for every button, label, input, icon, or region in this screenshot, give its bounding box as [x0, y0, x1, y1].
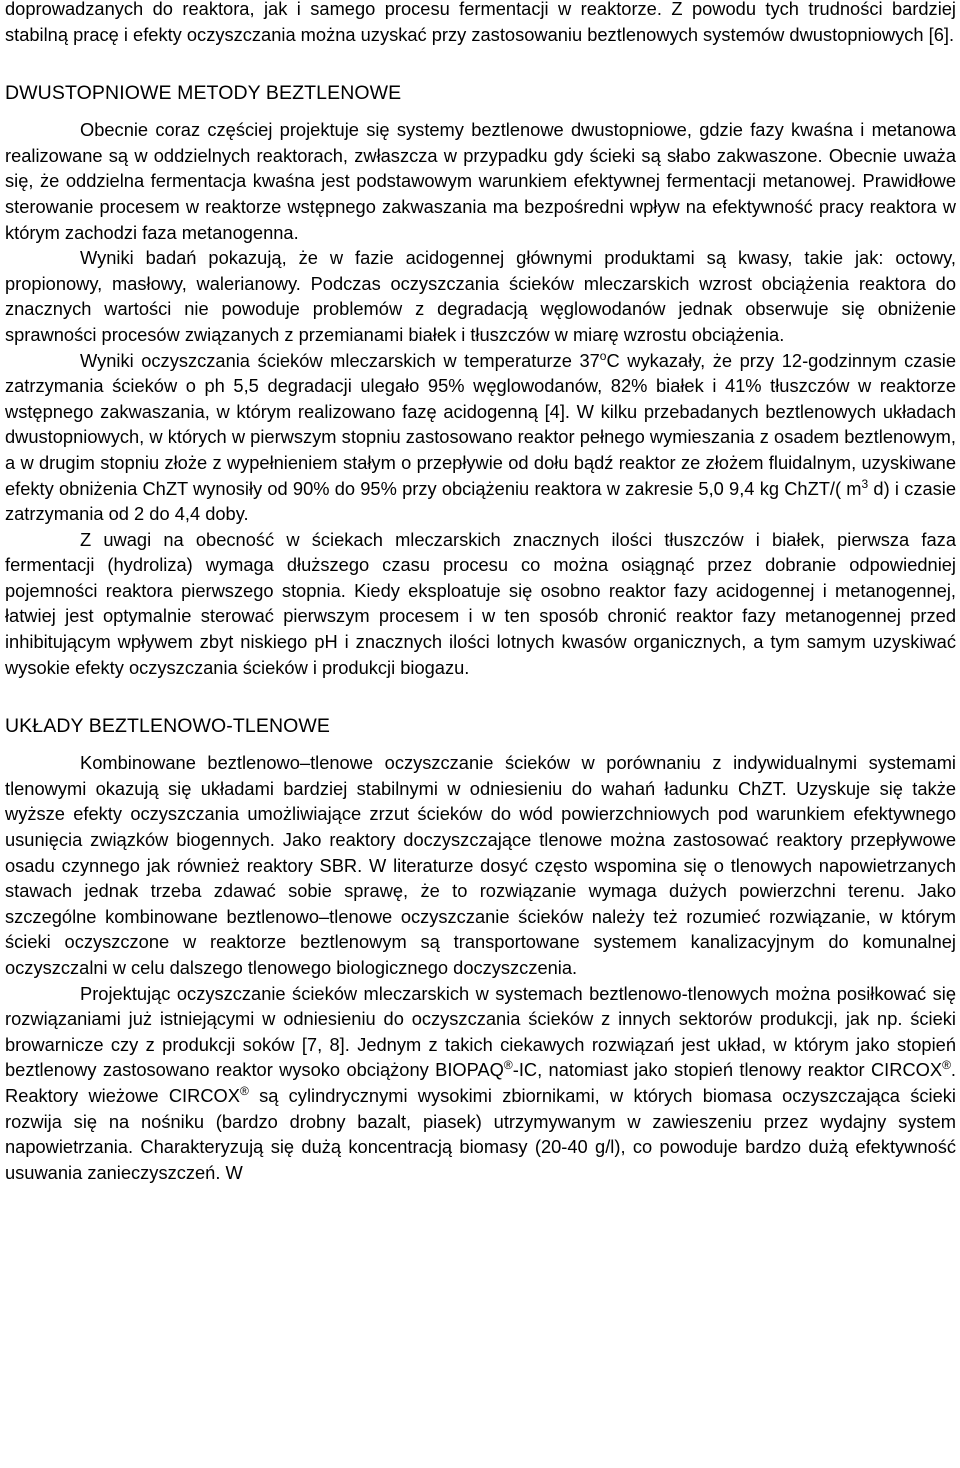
paragraph-systems — [5, 981, 956, 1186]
lead-paragraph: doprowadzanych do reaktora, jak i samego procesu fermentacji w reaktorze. Z powodu tych trudności bardziej stabilną pracę i efekty oczyszczania można uzyskać przy zastosowaniu beztlenowych systemów dwustopniowych [6]. — [5, 0, 956, 45]
section-heading-anaerobic-aerobic: UKŁADY BEZTLENOWO-TLENOWE — [5, 715, 331, 738]
paragraph-text: C wykazały, że przy 12-godzinnym czasie zatrzymania ścieków o ph 5,5 degradacji ulegało 95% węglowodanów, 82% białek i 41% tłuszczów w reaktorze wstępnego zakwaszania, w którym realizowano fazę acidogenną [4]. W kilku przebadanych beztlenowych układach dwustopniowych, w których w pierwszym stopniu zastosowano reaktor pełnego wymieszania z osadem beztlenowym, a w drugim stopniu złoże z wypełnieniem stałym o przepływie od dołu bądź reaktor ze złożem fluidalnym, uzyskiwane efekty obniżenia ChZT wynosiły od 90% do 95% przy obciążeniu reaktora w zakresie 5,0 9,4 kg ChZT/( m — [5, 349, 956, 499]
paragraph: Z uwagi na obecność w ściekach mleczarskich znacznych ilości tłuszczów i białek, pierwsza faza fermentacji (hydroliza) wymaga dłuższego czasu procesu co można osiągnąć przez dobranie odpowiedniej pojemności reaktora pierwszego stopnia. Kiedy eksploatuje się osobno reaktor fazy acidogennej i metanogennej, łatwiej jest optymalnie sterować pierwszym procesem i w ten sposób chronić reaktor fazy metanogennej przed inhibitującym wpływem zbyt niskiego pH i znacznych ilości lotnych kwasów organicznych, a tym samym uzyskiwać wysokie efekty oczyszczania ścieków i produkcji biogazu. — [5, 528, 956, 678]
paragraph: Obecnie coraz częściej projektuje się systemy beztlenowe dwustopniowe, gdzie fazy kwaśna i metanowa realizowane są w oddzielnych reaktorach, zwłaszcza w przypadku gdy ścieki są słabo zakwaszone. Obecnie uważa się, że oddzielna fermentacja kwaśna jest podstawowym warunkiem efektywnej fermentacji metanowej. Prawidłowe sterowanie procesem w reaktorze wstępnego zakwaszania ma bezpośredni wpływ na efektywność pracy reaktora w którym zachodzi faza metanogenna. — [5, 119, 956, 243]
paragraph-text: . Reaktory wieżowe CIRCOX — [5, 1059, 956, 1106]
document-page — [5, 0, 956, 1185]
registered-mark: ® — [942, 1058, 951, 1073]
superscript-cubic: 3 — [861, 476, 869, 491]
paragraph-text: są cylindrycznymi wysokimi zbiornikami, w których biomasa oczyszczająca ścieki rozwija się na nośniku (bardzo drobny bazalt, piasek) utrzymywanym w zawieszeniu przez wydajny system napowietrzania. Charakteryzują się dużą koncentracją biomasy (20-40 g/l), co powoduje bardzo dużą efektywność usuwania zanieczyszczeń. W — [5, 1084, 956, 1183]
paragraph: Kombinowane beztlenowo–tlenowe oczyszczanie ścieków w porównaniu z indywidualnymi systemami tlenowymi okazują się układami bardziej stabilnymi w odniesieniu do wahań ładunku ChZT. Uzyskuje się także wyższe efekty oczyszczania umożliwiające zrzut ścieków do wód powierzchniowych pod warunkiem efektywnego usunięcia związków biogennych. Jako reaktory doczyszczające tlenowe można zastosować reaktory przepływowe osadu czynnego jak również reaktory SBR. W literaturze dosyć często wspomina się o tlenowych napowietrzanych stawach jednak trzeba zdawać sobie sprawę, że to rozwiązanie wymaga dużych powierzchni terenu. Jako szczególne kombinowane beztlenowo–tlenowe oczyszczanie ścieków należy też rozumieć rozwiązanie, w którym ścieki oczyszczone w reaktorze beztlenowym są transportowane systemem kanalizacyjnym do komunalnej oczyszczalni w celu dalszego tlenowego biologicznego doczyszczenia. — [5, 752, 956, 978]
registered-mark: ® — [503, 1058, 513, 1073]
paragraph-text: -IC, natomiast jako stopień tlenowy reaktor CIRCOX — [512, 1059, 943, 1081]
paragraph-text: d) i czasie zatrzymania od 2 do 4,4 doby. — [5, 477, 957, 525]
registered-mark: ® — [239, 1083, 249, 1098]
paragraph: Wyniki badań pokazują, że w fazie acidogennej głównymi produktami są kwasy, takie jak: octowy, propionowy, masłowy, walerianowy. Podczas oczyszczania ścieków mleczarskich wzrost obciążenia reaktora do znacznych wartości nie powoduje problemów z degradacją węglowodanów jednak obserwuje się obniżenie sprawności procesów związanych z przemianami białek i tłuszczów w miarę wzrostu obciążenia. — [5, 247, 956, 345]
paragraph-results — [5, 348, 956, 527]
paragraph-text: Wyniki oczyszczania ścieków mleczarskich w temperaturze 37 — [80, 349, 600, 371]
paragraph-text: Projektując oczyszczanie ścieków mleczarskich w systemach beztlenowo-tlenowych można posiłkować się rozwiązaniami już istniejącymi w odniesieniu do oczyszczania ścieków z innych sektorów produkcji, jak np. ścieki browarnicze czy z produkcji soków [7, 8]. Jednym z takich ciekawych rozwiązań jest układ, w którym jako stopień beztlenowy zastosowano reaktor wysoko obciążony BIOPAQ — [5, 982, 956, 1081]
superscript-degree: o — [599, 348, 607, 363]
section-heading-two-stage-anaerobic: DWUSTOPNIOWE METODY BEZTLENOWE — [5, 82, 402, 105]
